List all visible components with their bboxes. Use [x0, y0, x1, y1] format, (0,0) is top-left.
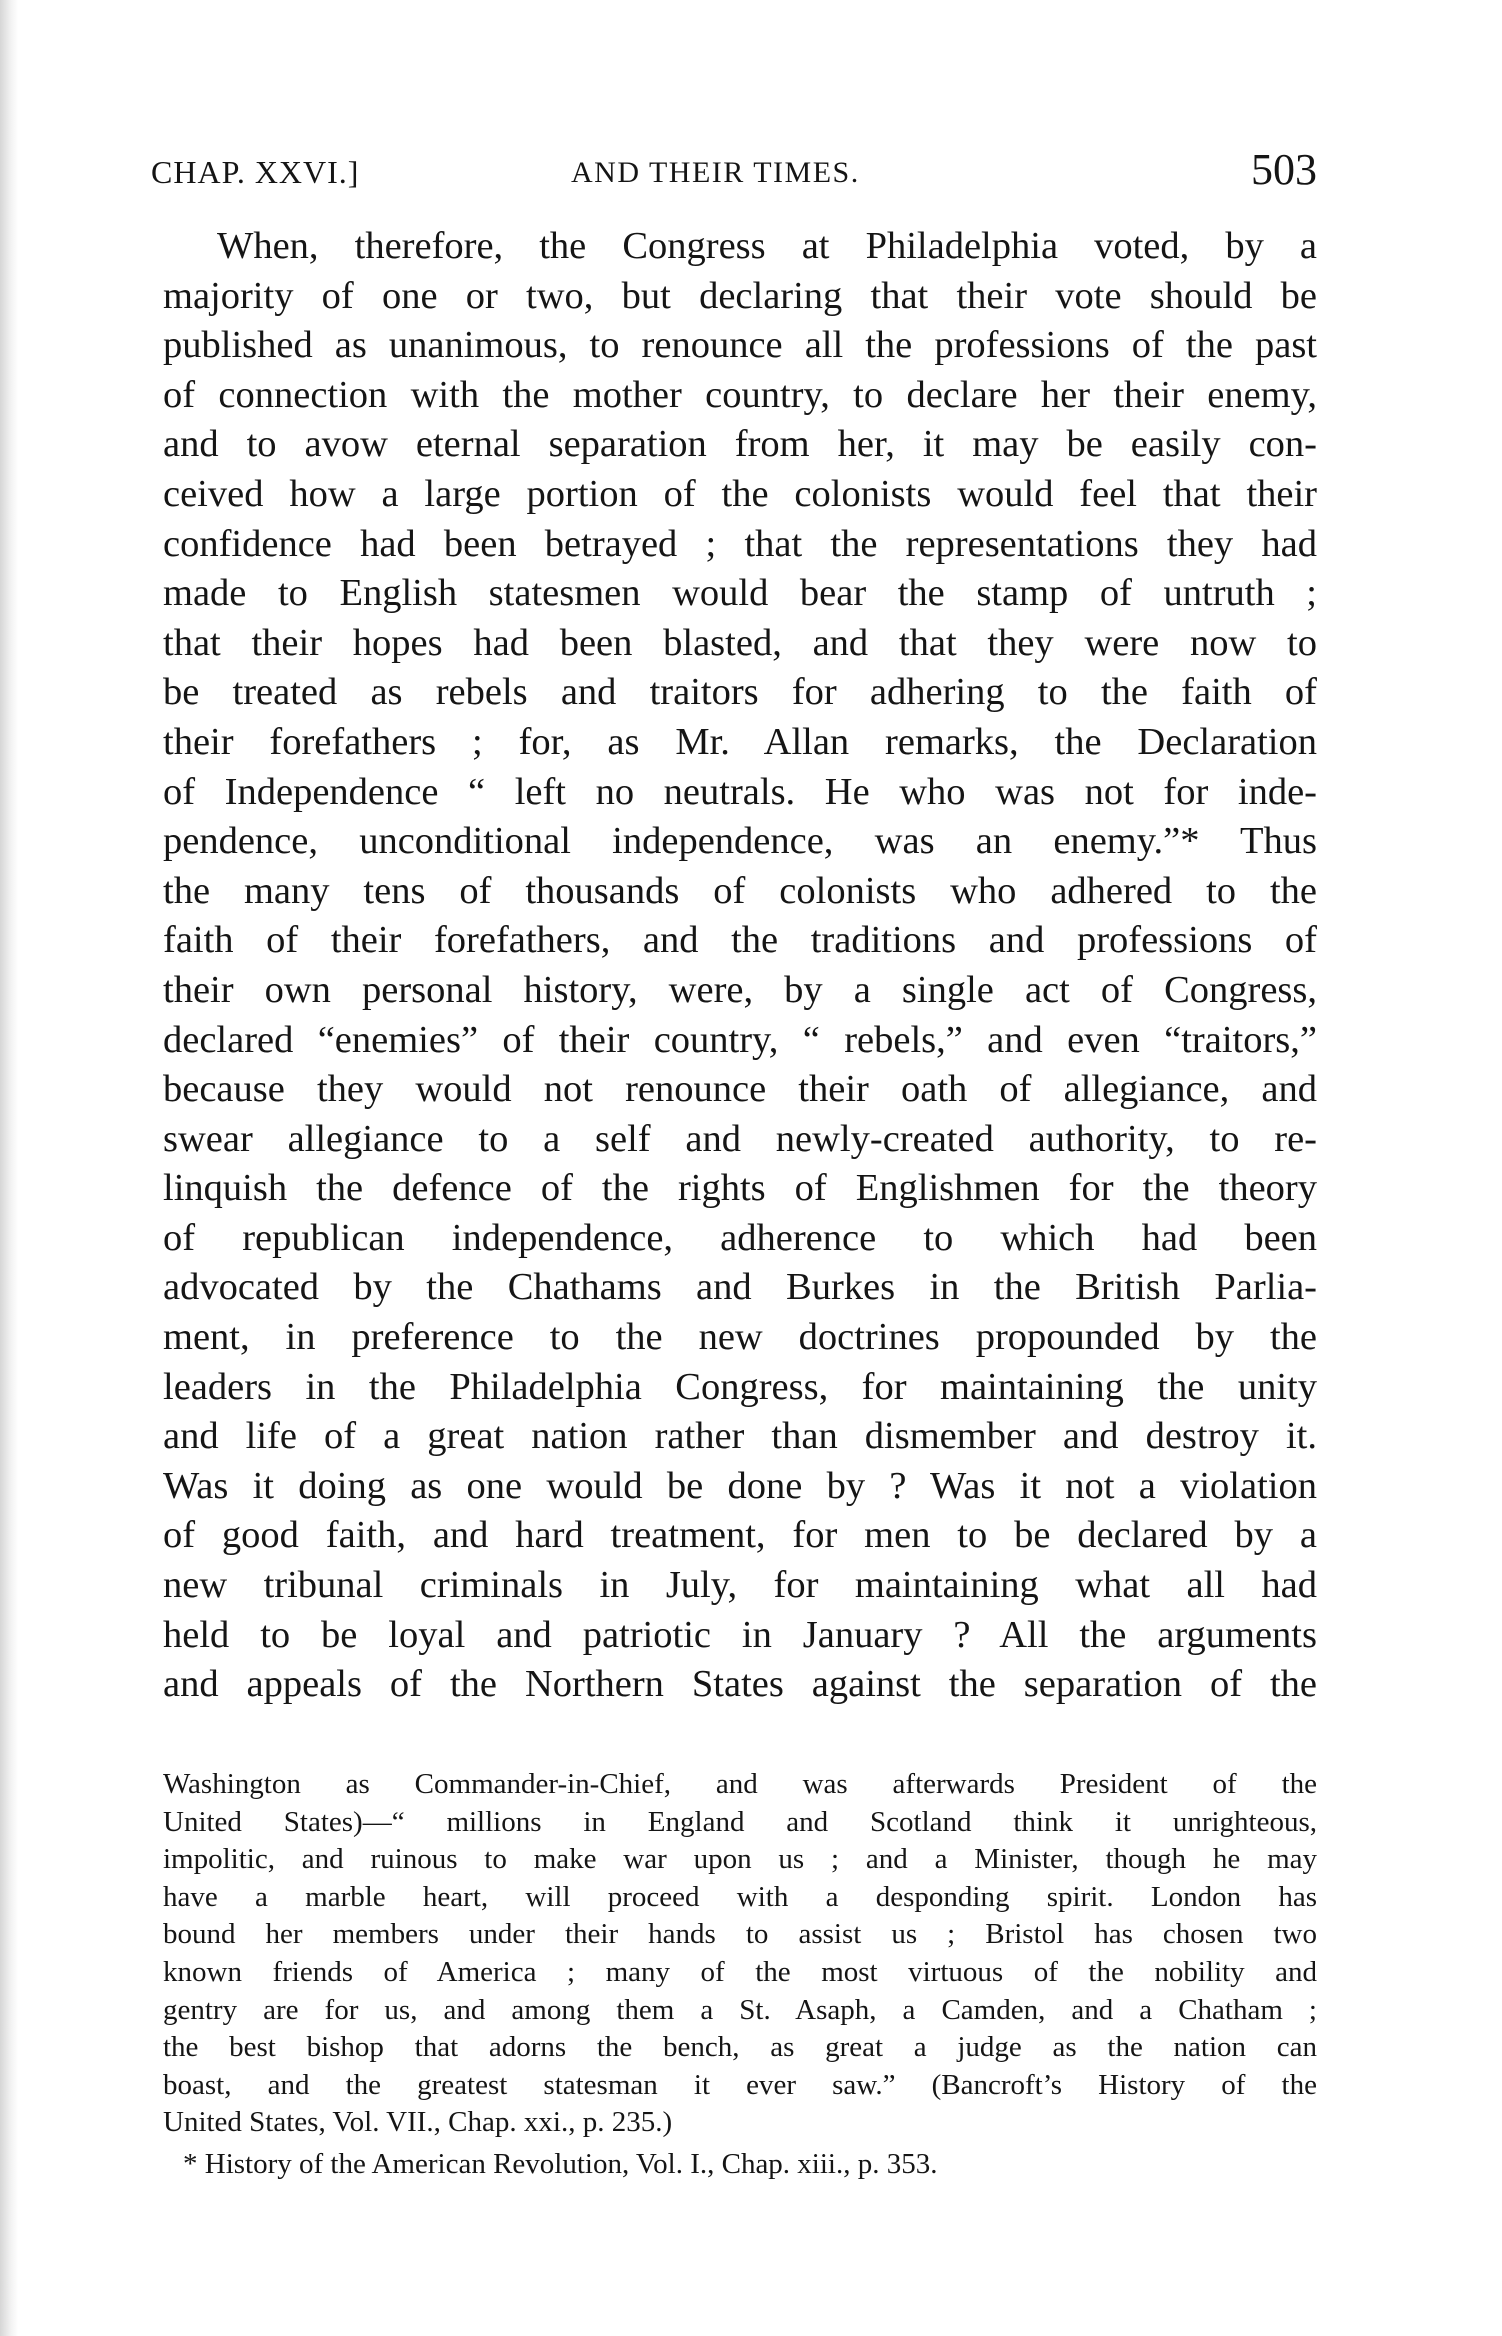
footnote-line: bound her members under their hands to assist us ; Bristol has chosen two [163, 1918, 1317, 1951]
body-line: because they would not renounce their oath of allegiance, and [163, 1068, 1317, 1111]
running-title: AND THEIR TIMES. [571, 156, 860, 189]
body-line: that their hopes had been blasted, and that they were now to [163, 621, 1317, 664]
body-line: declared “enemies” of their country, “ rebels,” and even “traitors,” [163, 1018, 1317, 1061]
footnote-line: United States)—“ millions in England and Scotland think it unrighteous, [163, 1805, 1317, 1838]
body-line: majority of one or two, but declaring that their vote should be [163, 274, 1317, 317]
footnote-line: have a marble heart, will proceed with a desponding spirit. London has [163, 1880, 1317, 1913]
footnote-star: * History of the American Revolution, Vol. I., Chap. xiii., p. 353. [183, 2147, 938, 2180]
body-line: Was it doing as one would be done by ? Was it not a violation [163, 1464, 1317, 1507]
scan-edge-shadow [0, 0, 18, 2336]
body-line: be treated as rebels and traitors for adhering to the faith of [163, 671, 1317, 714]
footnote-line: the best bishop that adorns the bench, as great a judge as the nation can [163, 2031, 1317, 2064]
body-line: of connection with the mother country, to declare her their enemy, [163, 373, 1317, 416]
body-line: new tribunal criminals in July, for maintaining what all had [163, 1564, 1317, 1607]
body-line: leaders in the Philadelphia Congress, for maintaining the unity [163, 1365, 1317, 1408]
footnote-line: Washington as Commander-in-Chief, and was afterwards President of the [163, 1768, 1317, 1800]
body-line: their forefathers ; for, as Mr. Allan remarks, the Declaration [163, 720, 1317, 763]
chapter-label: CHAP. XXVI.] [151, 154, 360, 190]
page-number: 503 [1251, 145, 1317, 194]
body-line: made to English statesmen would bear the stamp of untruth ; [163, 572, 1317, 615]
body-line: published as unanimous, to renounce all the professions of the past [163, 324, 1317, 367]
body-line: swear allegiance to a self and newly-created authority, to re- [163, 1117, 1317, 1160]
footnotes [163, 1766, 1317, 2184]
footnote-line: United States, Vol. VII., Chap. xxi., p. 235.) [163, 2106, 673, 2139]
body-line: held to be loyal and patriotic in January ? All the arguments [163, 1613, 1317, 1656]
footnote-line: impolitic, and ruinous to make war upon us ; and a Minister, though he may [163, 1843, 1317, 1876]
body-line: and life of a great nation rather than dismember and destroy it. [163, 1415, 1317, 1458]
body-line: linquish the defence of the rights of Englishmen for the theory [163, 1167, 1317, 1210]
body-line: of republican independence, adherence to which had been [163, 1216, 1317, 1259]
body-line: pendence, unconditional independence, was an enemy.”* Thus [163, 820, 1317, 863]
body-line: of good faith, and hard treatment, for men to be declared by a [163, 1514, 1317, 1557]
footnote-line: known friends of America ; many of the most virtuous of the nobility and [163, 1955, 1317, 1988]
body-line: the many tens of thousands of colonists who adhered to the [163, 869, 1317, 912]
body-line: advocated by the Chathams and Burkes in the British Parlia- [163, 1266, 1317, 1309]
footnote-line: boast, and the greatest statesman it ever saw.” (Bancroft’s History of the [163, 2068, 1317, 2101]
body-line: confidence had been betrayed ; that the representations they had [163, 522, 1317, 565]
main-paragraph [163, 222, 1317, 1710]
body-line: When, therefore, the Congress at Philadelphia voted, by a [217, 225, 1317, 267]
body-line: faith of their forefathers, and the traditions and professions of [163, 919, 1317, 962]
running-header [151, 142, 1317, 202]
body-line: of Independence “ left no neutrals. He who was not for inde- [163, 770, 1317, 813]
body-line: ceived how a large portion of the colonists would feel that their [163, 472, 1317, 515]
body-line: ment, in preference to the new doctrines propounded by the [163, 1316, 1317, 1359]
body-line: and appeals of the Northern States against the separation of the [163, 1663, 1317, 1706]
body-line: and to avow eternal separation from her, it may be easily con- [163, 423, 1317, 466]
body-line: their own personal history, were, by a single act of Congress, [163, 968, 1317, 1011]
footnote-line: gentry are for us, and among them a St. Asaph, a Camden, and a Chatham ; [163, 1993, 1317, 2026]
